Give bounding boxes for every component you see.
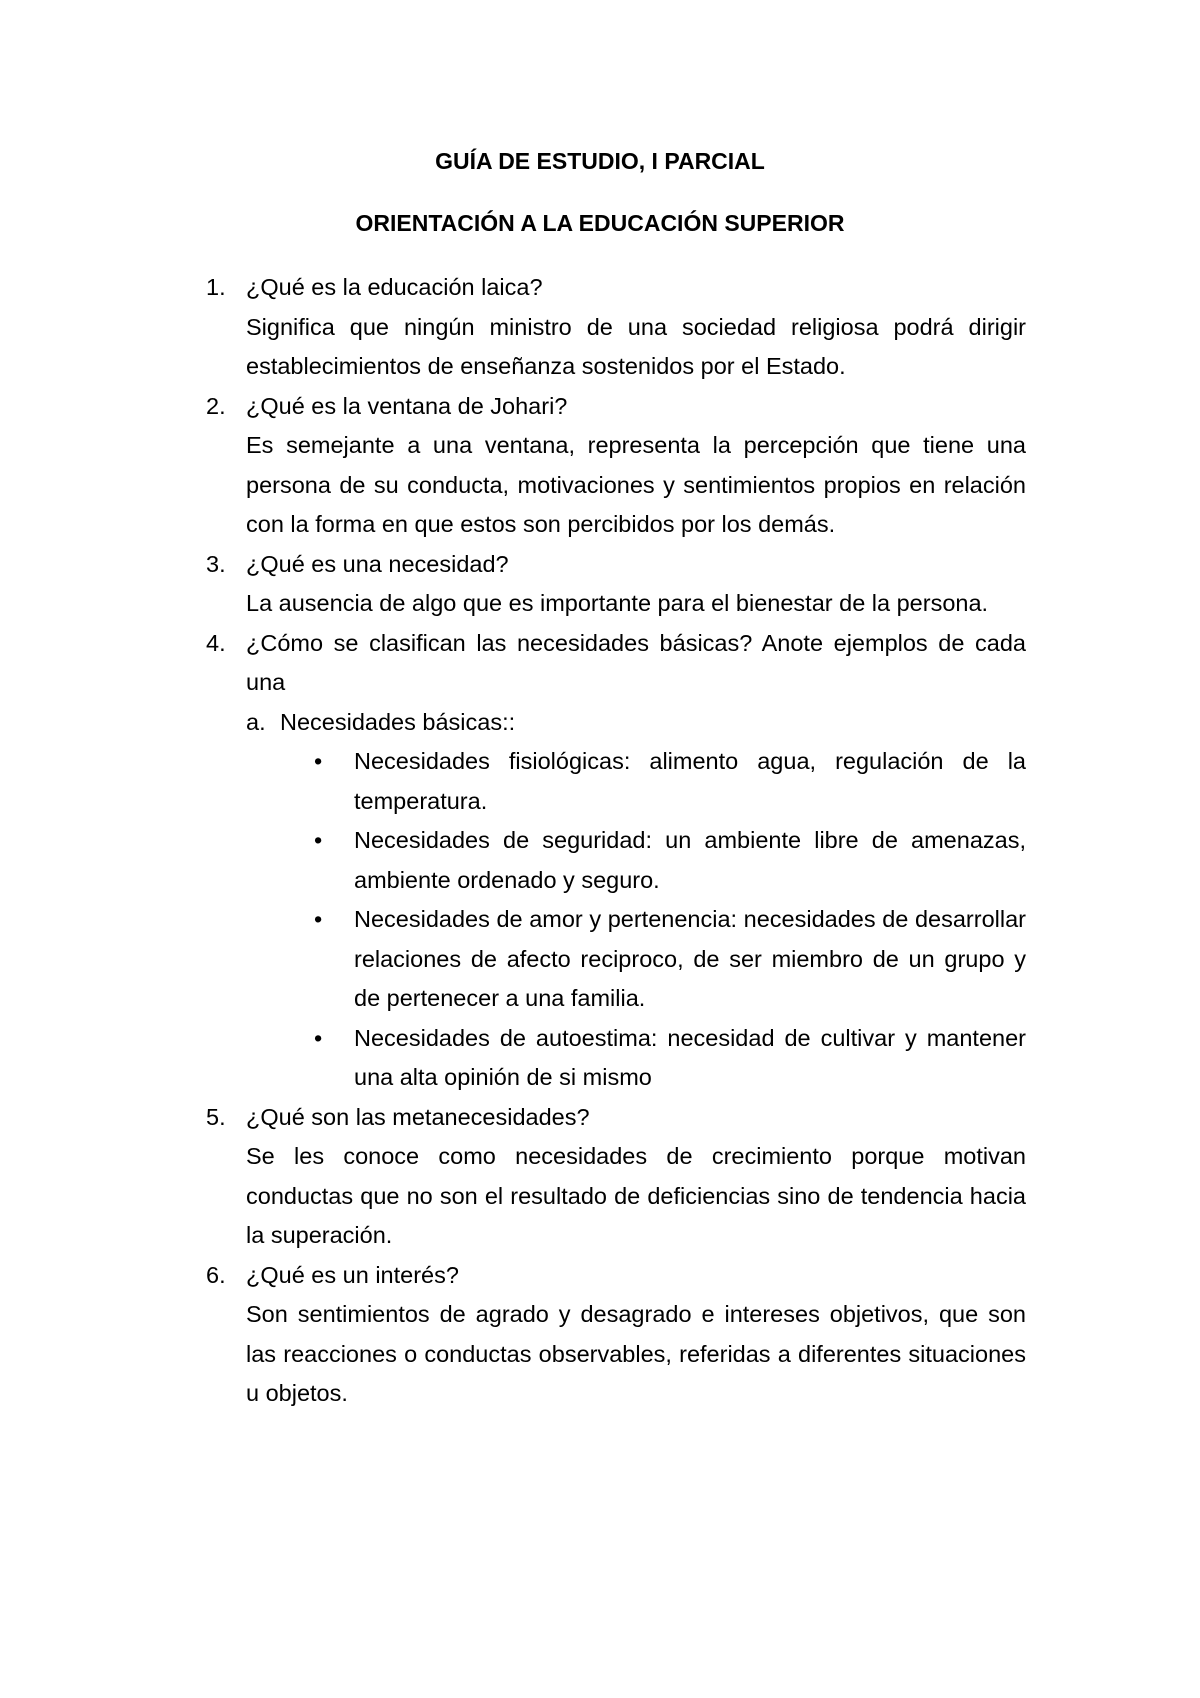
question-number: 3. <box>206 550 226 577</box>
bullet-item <box>314 821 1026 900</box>
bullet-text: Necesidades de seguridad: un ambiente libre de amenazas, ambiente ordenado y seguro. <box>354 827 1026 893</box>
bullet-list <box>246 742 1026 1098</box>
question-text: ¿Cómo se clasifican las necesidades básicas? Anote ejemplos de cada una <box>246 629 1026 695</box>
bullet-item <box>314 900 1026 1019</box>
bullet-icon: • <box>314 906 323 932</box>
question-item-2 <box>206 387 1026 545</box>
question-list <box>206 268 1026 1414</box>
document-title: GUÍA DE ESTUDIO, I PARCIAL <box>435 148 765 174</box>
bullet-item <box>314 1019 1026 1098</box>
question-number: 6. <box>206 1261 226 1288</box>
question-text: ¿Qué son las metanecesidades? <box>246 1103 590 1130</box>
question-item-6 <box>206 1256 1026 1414</box>
question-text: ¿Qué es un interés? <box>246 1261 459 1288</box>
bullet-icon: • <box>314 748 323 774</box>
question-text: ¿Qué es una necesidad? <box>246 550 509 577</box>
answer-text: La ausencia de algo que es importante para el bienestar de la persona. <box>246 590 989 616</box>
bullet-icon: • <box>314 827 323 853</box>
question-item-1 <box>206 268 1026 387</box>
bullet-text: Necesidades de autoestima: necesidad de cultivar y mantener una alta opinión de si mismo <box>354 1024 1026 1090</box>
answer-text: Se les conoce como necesidades de crecimiento porque motivan conductas que no son el resultado de deficiencias sino de tendencia hacia la superación. <box>246 1143 1026 1248</box>
bullet-icon: • <box>314 1024 323 1051</box>
question-text: ¿Qué es la educación laica? <box>246 274 543 300</box>
answer-text: Significa que ningún ministro de una sociedad religiosa podrá dirigir establecimientos de enseñanza sostenidos por el Estado. <box>246 313 1026 379</box>
answer-text: Son sentimientos de agrado y desagrado e intereses objetivos, que son las reacciones o conductas observables, referidas a diferentes situaciones u objetos. <box>246 1301 1026 1406</box>
document-subtitle: ORIENTACIÓN A LA EDUCACIÓN SUPERIOR <box>355 210 845 236</box>
sub-item-label: Necesidades básicas:: <box>280 708 516 735</box>
question-number: 5. <box>206 1103 226 1130</box>
bullet-text: Necesidades fisiológicas: alimento agua, regulación de la temperatura. <box>354 748 1026 814</box>
sub-item-letter: a. <box>246 708 266 735</box>
question-item-5 <box>206 1098 1026 1256</box>
question-item-3 <box>206 545 1026 624</box>
answer-text: Es semejante a una ventana, representa la percepción que tiene una persona de su conducta, motivaciones y sentimientos propios en relación con la forma en que estos son percibidos por los demás. <box>246 432 1026 537</box>
question-number: 2. <box>206 392 226 419</box>
question-number: 4. <box>206 629 226 656</box>
question-item-4 <box>206 624 1026 1098</box>
question-number: 1. <box>206 274 226 300</box>
bullet-item <box>314 742 1026 821</box>
question-text: ¿Qué es la ventana de Johari? <box>246 392 568 419</box>
bullet-text: Necesidades de amor y pertenencia: necesidades de desarrollar relaciones de afecto reciproco, de ser miembro de un grupo y de pertenecer a una familia. <box>354 906 1026 1011</box>
sub-item-a <box>246 703 1026 743</box>
